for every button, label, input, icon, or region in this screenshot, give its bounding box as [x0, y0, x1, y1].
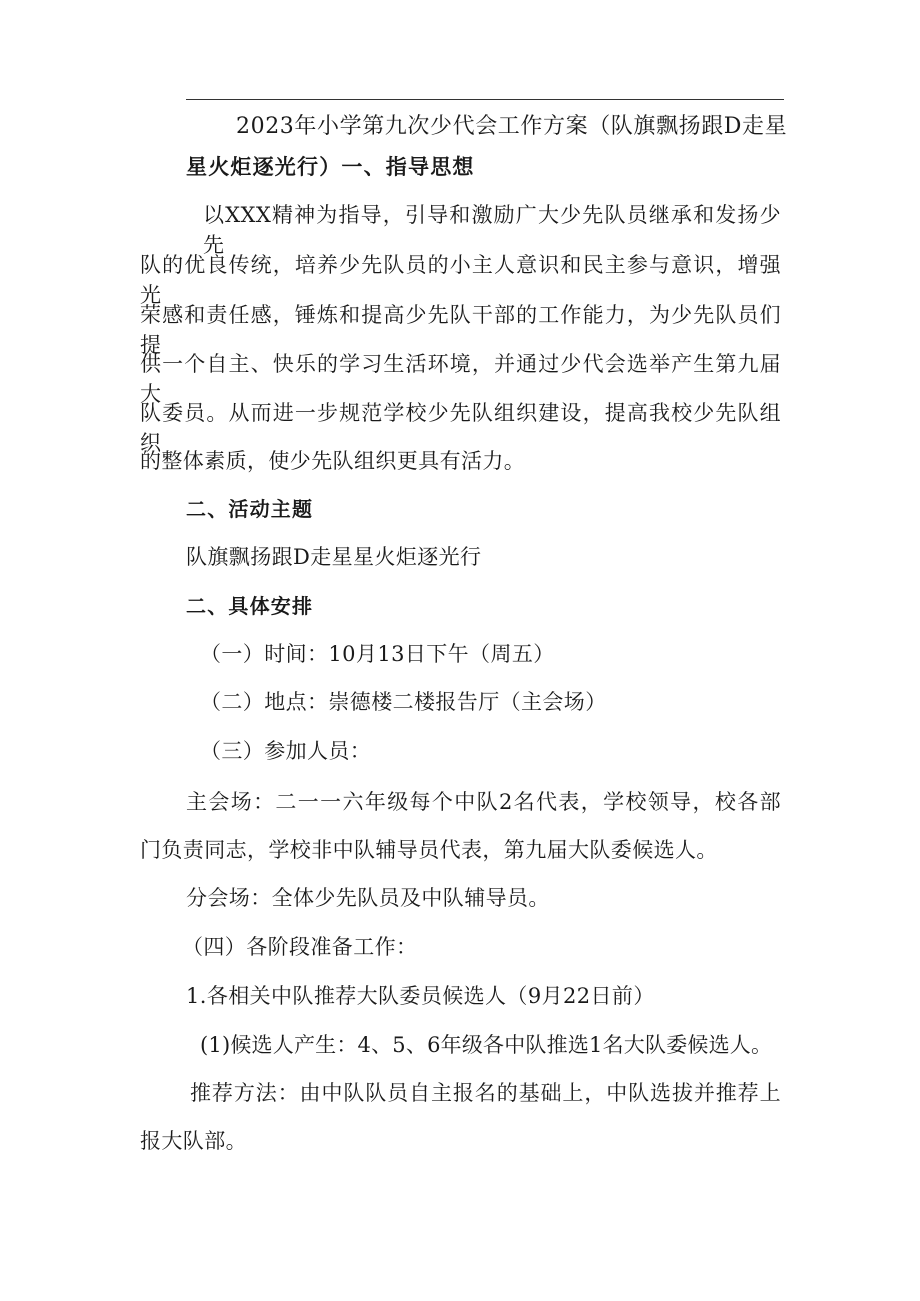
guiding-paragraph-line2: 队的优良传统，培养少先队员的小主人意识和民主参与意识，增强光 — [140, 253, 781, 307]
sub-venue: 分会场：全体少先队员及中队辅导员。 — [186, 886, 550, 910]
arrangement-place: （二）地点：崇德楼二楼报告厅（主会场） — [200, 690, 607, 714]
prep-step1-sub1: (1)候选人产生：4、5、6年级各中队推选1名大队委候选人。 — [200, 1033, 773, 1057]
main-venue-line2: 门负责同志，学校非中队辅导员代表，第九届大队委候选人。 — [140, 838, 718, 862]
document-title-line1: 2023年小学第九次少代会工作方案（队旗飘扬跟D走星 — [236, 114, 788, 139]
guiding-paragraph-line6: 的整体素质，使少先队组织更具有活力。 — [140, 449, 526, 473]
document-title-line2-with-section1-heading: 星火炬逐光行）一、指导思想 — [186, 155, 475, 179]
main-venue-line1: 主会场：二一一六年级每个中队2名代表，学校领导，校各部 — [186, 790, 781, 814]
guiding-paragraph-line5: 队委员。从而进一步规范学校少先队组织建设，提高我校少先队组织 — [140, 401, 781, 455]
section-activity-theme-heading: 二、活动主题 — [186, 497, 314, 521]
arrangement-time: （一）时间：10月13日下午（周五） — [200, 642, 555, 666]
recommend-method-line2: 报大队部。 — [140, 1129, 247, 1153]
arrangement-participants: （三）参加人员： — [200, 739, 372, 763]
arrangement-preparation: （四）各阶段准备工作： — [182, 935, 418, 959]
section-arrangement-heading: 二、具体安排 — [186, 594, 314, 618]
guiding-paragraph-line4: 供一个自主、快乐的学习生活环境，并通过少代会选举产生第九届大 — [140, 352, 781, 406]
activity-theme-text: 队旗飘扬跟D走星星火炬逐光行 — [186, 545, 482, 569]
guiding-paragraph-line3: 荣感和责任感，锤炼和提高少先队干部的工作能力，为少先队员们提 — [140, 303, 781, 357]
recommend-method-line1: 推荐方法：由中队队员自主报名的基础上，中队选拔并推荐上 — [190, 1081, 781, 1105]
header-rule — [186, 99, 784, 100]
prep-step1: 1.各相关中队推荐大队委员候选人（9月22日前） — [186, 984, 655, 1008]
guiding-paragraph-line1: 以XXX精神为指导，引导和激励广大少先队员继承和发扬少先 — [203, 203, 781, 257]
